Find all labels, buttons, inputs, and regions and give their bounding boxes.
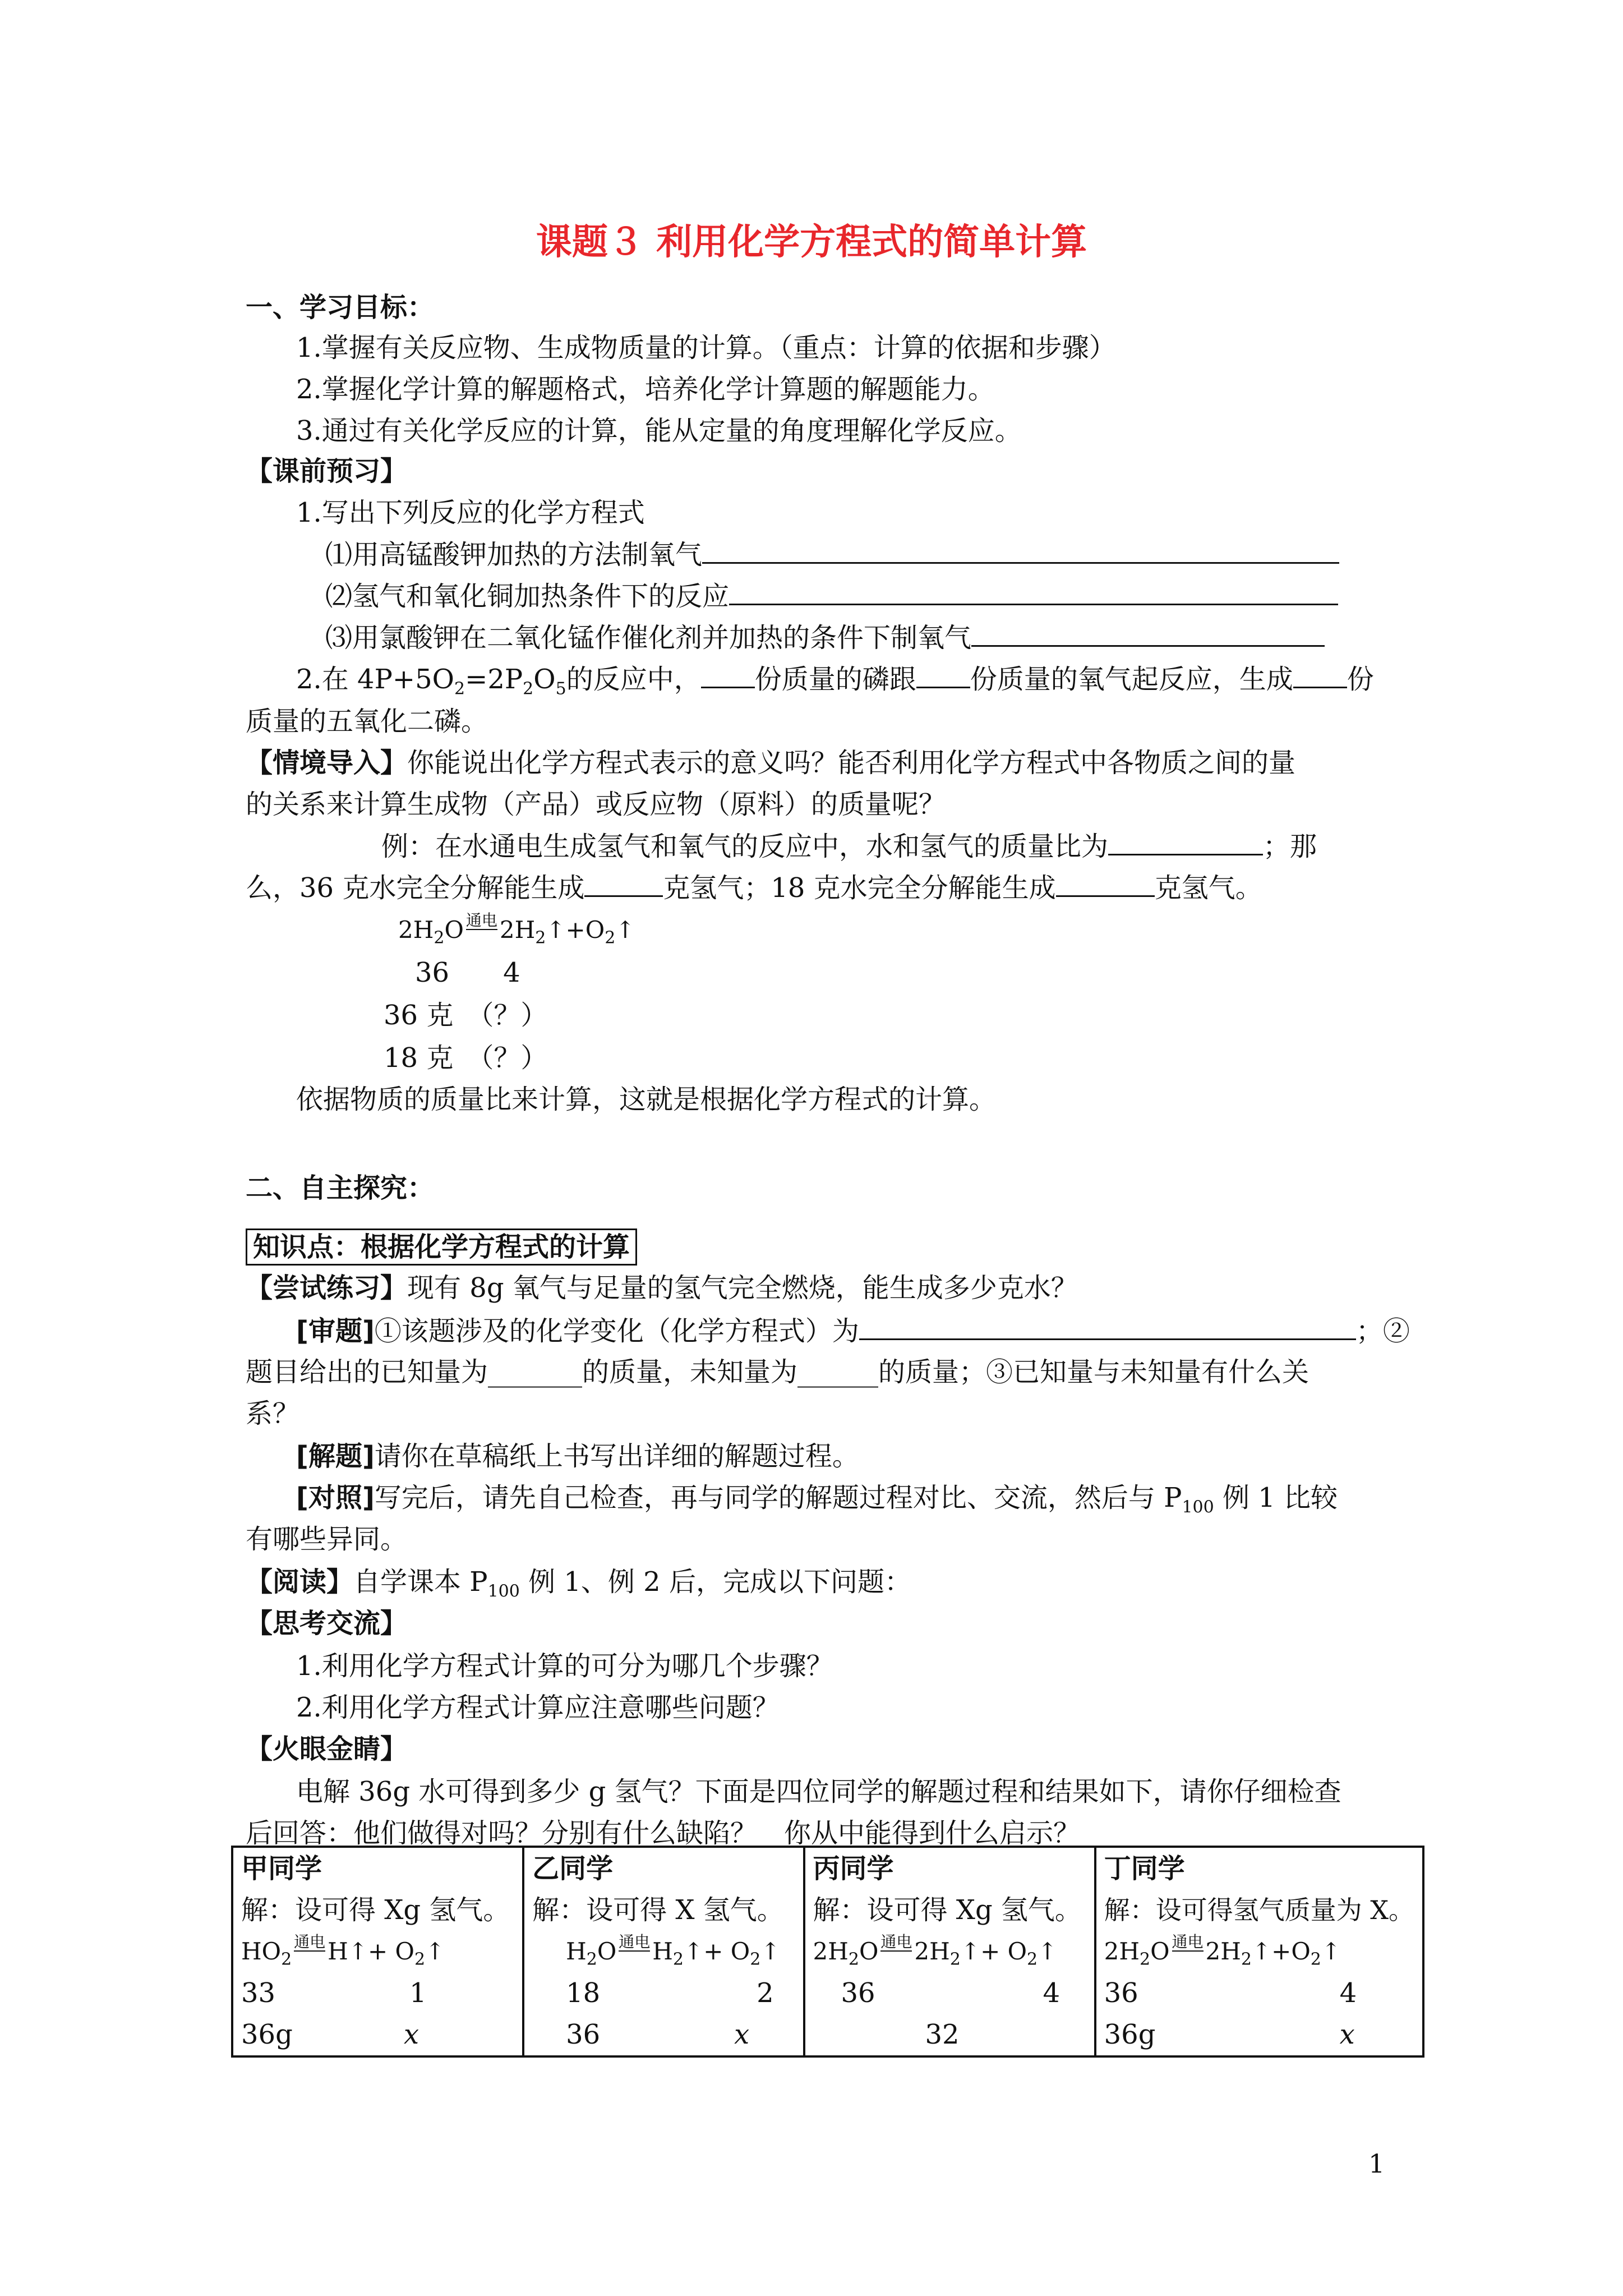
review-line2: 题目给出的已知量为_______的质量，未知量为______的质量；③已知量与未知量有什么关 xyxy=(246,1356,1310,1388)
student-cell-bing: 丙同学 解：设可得 Xg 氢气。 $2H_2O$ 通电$2H_2↑+$ $O_2↑$ 36 4 32 xyxy=(804,1847,1095,2056)
preview-item-3 xyxy=(325,620,1325,655)
page-number: 1 xyxy=(1368,2148,1385,2179)
eyes-heading: 【火眼金睛】 xyxy=(246,1733,408,1765)
intro-paragraph-line2: 的关系来计算生成物（产品）或反应物（原料）的质量呢？ xyxy=(246,789,946,820)
answer-blank[interactable] xyxy=(701,662,755,688)
intro-example-line1: 例：在水通电生成氢气和氧气的反应中，水和氢气的质量比为 ；那 xyxy=(381,829,1317,863)
condition-label: 通电 xyxy=(465,911,497,930)
section-heading-explore: 二、自主探究： xyxy=(246,1172,435,1204)
section-heading-goals: 一、学习目标： xyxy=(246,292,435,323)
preview-question-2: 2.在 $4P+5O_2=2P_2O_5$的反应中， 份质量的磷跟 份质量的氧气起反应，生成 份 xyxy=(296,662,1374,696)
electrolysis-equation: $2H_2O$ 通电$2H_2↑+O_2↑$ xyxy=(398,911,635,948)
knowledge-point-box: 知识点：根据化学方程式的计算 xyxy=(246,1228,637,1266)
think-question-1: 1.利用化学方程式计算的可分为哪几个步骤？ xyxy=(296,1650,833,1682)
answer-blank[interactable] xyxy=(1056,871,1155,897)
preview-item-3-text: ⑶用氯酸钾在二氧化锰作催化剂并加热的条件下制氧气 xyxy=(325,622,972,654)
intro-conclusion: 依据物质的质量比来计算，这就是根据化学方程式的计算。 xyxy=(296,1084,997,1115)
eyes-text-line2: 后回答：他们做得对吗？分别有什么缺陷？ 你从中能得到什么启示？ xyxy=(246,1818,1081,1849)
answer-blank[interactable] xyxy=(1108,829,1263,855)
student-cell-yi: 乙同学 解：设可得 X 氢气。 $H_2O$ 通电$H_2↑+$ $O_2↑$ 18 2 36 x xyxy=(523,1847,804,2056)
answer-blank[interactable] xyxy=(859,1314,1356,1340)
think-heading: 【思考交流】 xyxy=(246,1608,408,1639)
mass-row-18: 18 克 （？） xyxy=(384,1042,548,1074)
think-question-2: 2.利用化学方程式计算应注意哪些问题？ xyxy=(296,1692,780,1723)
eyes-text-line1: 电解 36g 水可得到多少 g 氢气？下面是四位同学的解题过程和结果如下，请你仔细检查 xyxy=(296,1776,1341,1807)
review-line1: [审题]①该题涉及的化学变化（化学方程式）为 ；② xyxy=(296,1314,1410,1348)
practice-label: 【尝试练习】 xyxy=(246,1272,408,1304)
student-cell-jia: 甲同学 解：设可得 Xg 氢气。 $HO_2$通电H↑+ $O_2↑$ 33 1 36g x xyxy=(232,1847,523,2056)
mass-ratio-row: 36 4 xyxy=(415,957,520,988)
goal-1: 1.掌握有关反应物、生成物质量的计算。（重点：计算的依据和步骤） xyxy=(296,332,1116,364)
intro-label: 【情境导入】 xyxy=(246,747,408,779)
preview-item-1 xyxy=(325,537,1339,572)
preview-item-1-text: ⑴用高锰酸钾加热的方法制氧气 xyxy=(325,539,703,570)
answer-blank[interactable] xyxy=(971,620,1325,647)
answer-blank[interactable] xyxy=(584,871,663,897)
student-solutions-table xyxy=(231,1846,1424,2058)
intro-example-line2: 么，36 克水完全分解能生成 克氢气；18 克水完全分解能生成 克氢气。 xyxy=(246,871,1262,905)
solve-line: [解题]请你在草稿纸上书写出详细的解题过程。 xyxy=(296,1441,859,1472)
preview-question-1: 1.写出下列反应的化学方程式 xyxy=(296,497,645,528)
check-line2: 有哪些异同。 xyxy=(246,1524,408,1555)
review-line3: 系？ xyxy=(246,1398,300,1429)
answer-blank[interactable] xyxy=(702,537,1339,564)
preview-heading: 【课前预习】 xyxy=(246,455,408,487)
page-title: 课题３ 利用化学方程式的简单计算 xyxy=(536,222,1087,263)
preview-item-2-text: ⑵氢气和氧化铜加热条件下的反应 xyxy=(325,581,730,612)
check-line1: [对照]写完后，请先自己检查，再与同学的解题过程对比、交流，然后与 $P_{100}$ 例 1 比较 xyxy=(296,1482,1338,1517)
preview-question-2-line2: 质量的五氧化二磷。 xyxy=(246,706,488,737)
reading-line: 【阅读】自学课本 $P_{100}$ 例 1、例 2 后，完成以下问题： xyxy=(246,1566,911,1602)
preview-item-2 xyxy=(325,579,1338,613)
goal-3: 3.通过有关化学反应的计算，能从定量的角度理解化学反应。 xyxy=(296,415,1022,447)
answer-blank[interactable] xyxy=(729,579,1338,605)
student-cell-ding: 丁同学 解：设可得氢气质量为 X。 $2H_2O$ 通电$2H_2↑+O_2↑$ 36 4 36g x xyxy=(1095,1847,1423,2056)
answer-blank[interactable] xyxy=(1293,662,1347,688)
mass-row-36: 36 克 （？） xyxy=(384,1000,548,1031)
practice-paragraph: 【尝试练习】现有 8g 氧气与足量的氢气完全燃烧，能生成多少克水？ xyxy=(246,1272,1078,1304)
goal-2: 2.掌握化学计算的解题格式，培养化学计算题的解题能力。 xyxy=(296,374,995,405)
answer-blank[interactable] xyxy=(916,662,970,688)
intro-paragraph: 【情境导入】你能说出化学方程式表示的意义吗？能否利用化学方程式中各物质之间的量 xyxy=(246,747,1296,779)
